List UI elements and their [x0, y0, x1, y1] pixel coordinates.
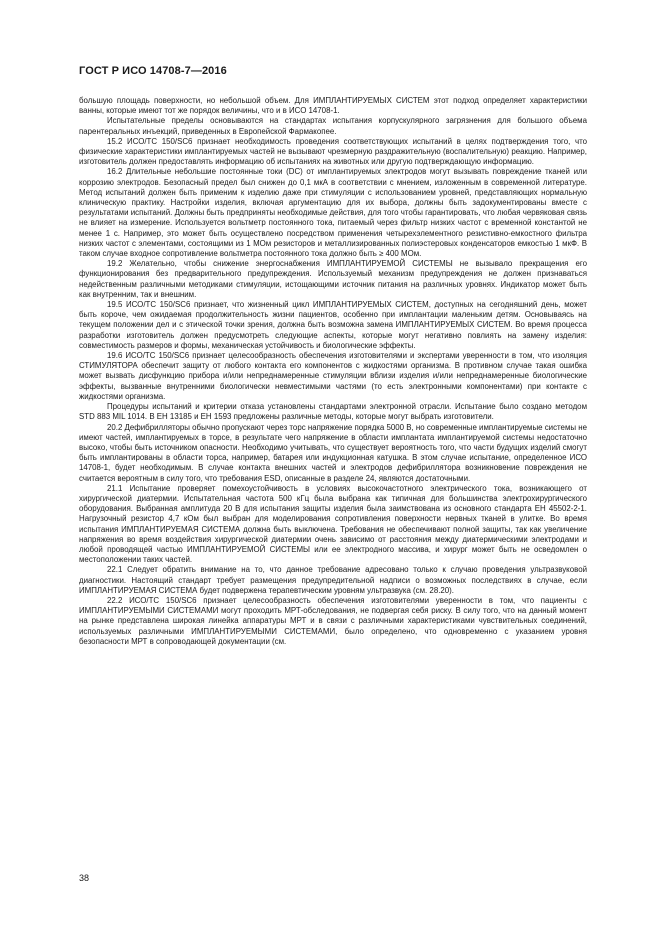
paragraph: 15.2 ИСО/ТС 150/SC6 признает необходимость проведения соответствующих испытаний в целях подтверждения того, что физические характеристики имплантируемых частей не вызывают чрезмерную раздражительную (воспалительную) реакцию. Например, изготовитель должен предоставлять информацию об испытаниях на животных или другую подтверждающую информацию. [79, 136, 587, 167]
document-body [79, 96, 587, 647]
paragraph: 20.2 Дефибрилляторы обычно пропускают через торс напряжение порядка 5000 В, но современные имплантируемые системы не имеют частей, имплантируемых в торсе, в результате чего напряжение в области имплантата имплантируемой системы недостаточно высоко, чтобы быть источником опасности. Необходимо учитывать, что существует вероятность того, что части будущих изделий смогут быть имплантированы в области торса, например, батарея или индукционная катушка. В этом случае испытание, определенное ИСО 14708-1, будет необходимым. В случае контакта внешних частей и электродов дефибриллятора возникновение повреждения не считается вероятным в силу того, что требования ESD, описанные в разделе 24, являются достаточными. [79, 422, 587, 483]
paragraph: 19.2 Желательно, чтобы снижение энергоснабжения ИМПЛАНТИРУЕМОЙ СИСТЕМЫ не вызывало прекращения его функционирования без предварительного предупреждения. Используемый механизм предупреждения не должен признаваться недейственным различными методиками стимуляции, истощающими источник питания на различных уровнях. Индикатор может быть как внутренним, так и внешним. [79, 259, 587, 299]
paragraph: 22.1 Следует обратить внимание на то, что данное требование адресовано только к случаю проведения ультразвуковой диагностики. Настоящий стандарт требует размещения предупредительной надписи о возможных последствиях в случае, если ИМПЛАНТИРУЕМАЯ СИСТЕМА будет подвержена терапевтическим уровням ультразвука (см. 28.20). [79, 565, 587, 595]
paragraph: 22.2 ИСО/ТС 150/SC6 признает целесообразность обеспечения изготовителями уверенности в том, что пациенты с ИМПЛАНТИРУЕМЫМИ СИСТЕМАМИ могут проходить МРТ-обследования, не подвергая себя риску. В силу того, что на данный момент на рынке представлена широкая линейка аппаратуры МРТ и в связи с различными характеристиками чувствительных соединений, используемых различными ИМПЛАНТИРУЕМЫМИ СИСТЕМАМИ, было определено, что одновременно с указанием уровня безопасности МРТ в сопроводающей документации (см. [79, 595, 587, 646]
paragraph: 16.2 Длительные небольшие постоянные токи (DC) от имплантируемых электродов могут вызывать повреждение тканей или коррозию электродов. Безопасный предел был снижен до 0,1 мкА в соответствии с мнением, изложенным в современной литературе. Метод испытаний должен быть применим к изделию даже при стимуляции с использованием уровней, представляющих нормальную клиническую практику. Настройки изделия, включая аргументацию для их выбора, должны быть задокументированы вместе с результатами испытаний. Должны быть предприняты необходимые действия, для того чтобы гарантировать, что любая червяковая связь не влияет на измерение. Используется вольтметр постоянного тока, питаемый через фильтр низких частот с временной константой не менее 1 с. Например, это может быть осуществлено посредством применения четырехэлементного резистивно-емкостного фильтра низких частот с элементами, состоящими из 1 МОм резисторов и металлизированных полиэстеровых конденсаторов емкостью 1 мкФ. В таком случае входное сопротивление вольтметра постоянного тока должно быть ≥ 400 МОм. [79, 167, 587, 259]
paragraph: Испытательные пределы основываются на стандартах испытания корпускулярного загрязнения для большого объема парентеральных инъекций, приведенных в Европейской Фармакопее. [79, 116, 587, 136]
paragraph: большую площадь поверхности, но небольшой объем. Для ИМПЛАНТИРУЕМЫХ СИСТЕМ этот подход определяет характеристики ванны, которые имеют тот же порядок величины, что и в ИСО 14708-1. [79, 96, 587, 116]
page-header-title: ГОСТ Р ИСО 14708-7—2016 [79, 65, 227, 77]
page-number: 38 [79, 873, 90, 883]
paragraph: Процедуры испытаний и критерии отказа установлены стандартами электронной отрасли. Испытание было создано методом STD 883 MIL 1014. В ЕН 13185 и ЕН 1593 предложены различные методы, которые могут выбрать изготовители. [79, 402, 587, 422]
paragraph: 21.1 Испытание проверяет помехоустойчивость в условиях высокочастотного электрического тока, возникающего от хирургической диатермии. Испытательная частота 500 кГц была выбрана как типичная для большинства электрохирургического оборудования. Выбранная амплитуда 20 В для испытания защиты изделия была заимствована из основного стандарта ЕН 45502-2-1. Нагрузочный резистор 4,7 кОм был выбран для моделирования сопротивления поверхности нервных тканей в улитке. Во время испытания ИМПЛАНТИРУЕМАЯ СИСТЕМА должна быть выключена. Требования не обеспечивают полной защиты, так как увеличение напряжения во время воздействия хирургической диатермии очень зависимо от расстояния между диатермическими электродами и любой проводящей частью ИМПЛАНТИРУЕМОЙ СИСТЕМЫ или ее электродного массива, и хирург может быть не осведомлен о местоположении таких частей. [79, 483, 587, 565]
paragraph: 19.5 ИСО/ТС 150/SC6 признает, что жизненный цикл ИМПЛАНТИРУЕМЫХ СИСТЕМ, доступных на сегодняшний день, может быть короче, чем ожидаемая продолжительность жизни пациентов, особенно при имплантации маленьким детям. Основываясь на текущем положении дел и с этической точки зрения, должна быть возможна замена ИМПЛАНТИРУЕМЫХ СИСТЕМ. Во время процесса разработки изготовитель должен предусмотреть следующие аспекты, которые могут негативно повлиять на замену изделия: совместимость размеров и формы, механическая устойчивость и биологические эффекты. [79, 300, 587, 350]
paragraph: 19.6 ИСО/ТС 150/SC6 признает целесообразность обеспечения изготовителями и экспертами уверенности в том, что изоляция СТИМУЛЯТОРА обеспечит защиту от любого контакта его компонентов с жидкостями организма. В противном случае такая ошибка может вызвать дисфункцию прибора и/или непреднамеренные стимуляции вблизи изделия и/или непреднамеренные биологические эффекты, вызванные внутренними биологически невместимыми частями (то есть электронными компонентами) при контакте с жидкостями организма. [79, 351, 587, 401]
